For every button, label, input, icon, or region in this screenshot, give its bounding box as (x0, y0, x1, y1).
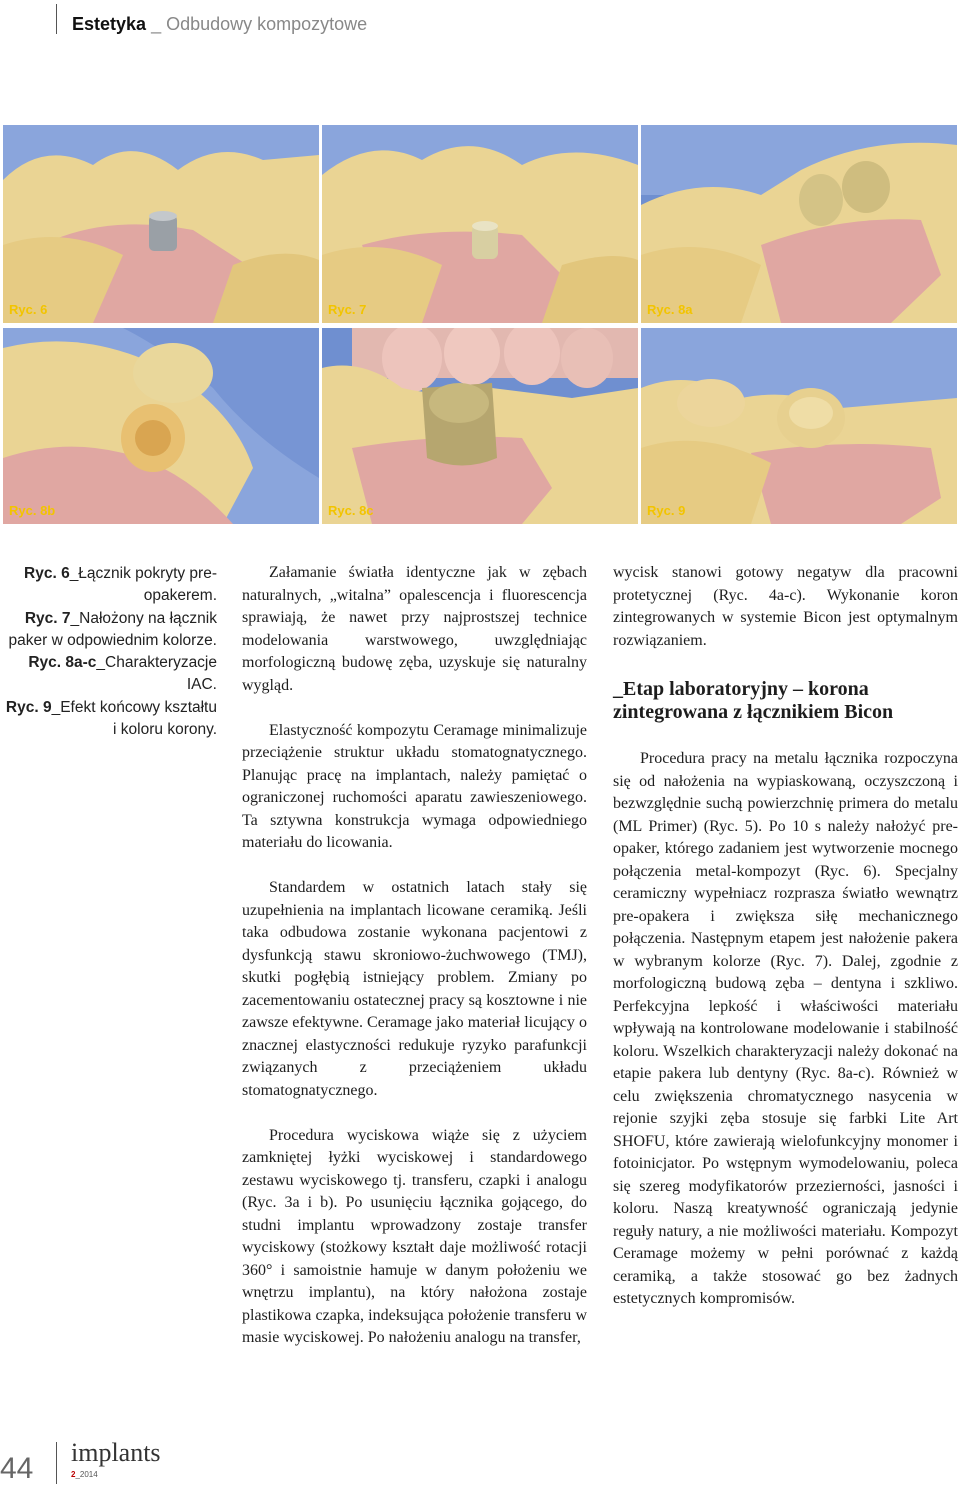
magazine-logo: implants (71, 1438, 161, 1467)
issue-year: _2014 (75, 1470, 98, 1479)
caption-item (0, 608, 217, 653)
caption-text: _Łącznik pokryty pre-opakerem. (69, 565, 217, 605)
figure-ryc8b (3, 328, 319, 524)
figure-label: Ryc. 9 (647, 503, 686, 518)
paragraph: Standardem w ostatnich latach stały się uzupełnienia na implantach licowane ceramiką. Jeśli taka odbudowa zostanie wykonana pacjentowi z dysfunkcją stawu skroniowo-żuchwowego (TMJ), skutki pogłębią istniejący problem. Zmiany po zacementowaniu ostatecznej pracy są kosztowne i nie zawsze efektywne. Ceramage jako materiał licujący o znacznej elastyczności redukuje ryzyko parafunkcji związanych z przeciążeniem układu stomatognatycznego. (242, 879, 587, 1099)
paragraph: Procedura wyciskowa wiąże się z użyciem zamkniętej łyżki wyciskowej i standardowego zestawu wyciskowego tj. transferu, czapki i analogu (Ryc. 3a i b). Po usunięciu łącznika gojącego, do studni implantu wprowadzony zostaje transfer wyciskowy (stożkowy kształt daje możliwość rotacji 360° i samoistnie hamuje w danym położeniu we wnętrzu implantu), na który nałożona zostaje plastikowa czapka, indeksująca położenie transferu w masie wyciskowej. Po nałożeniu analogu na transfer, (242, 1126, 587, 1346)
section-heading: _Etap laboratoryjny – korona zintegrowana z łącznikiem Bicon (613, 678, 894, 723)
figure-label: Ryc. 8c (328, 503, 374, 518)
page-number: 44 (0, 1452, 34, 1485)
dental-model-photo-9 (641, 328, 957, 524)
caption-text: _Efekt końcowy kształtu i koloru korony. (51, 698, 217, 739)
caption-text: _Nałożony na łącznik paker w odpowiednim kolorze. (8, 609, 217, 649)
body-column-right (613, 562, 958, 1333)
page-footer (0, 1440, 240, 1484)
caption-item (0, 652, 217, 697)
figure-ryc8a (641, 125, 957, 323)
issue-num: 2 (71, 1470, 76, 1479)
header-divider (56, 4, 57, 34)
dental-model-photo-8a (641, 125, 957, 323)
figure-label: Ryc. 7 (328, 302, 367, 317)
caption-label: Ryc. 6 (24, 565, 70, 582)
figure-ryc8c (322, 328, 638, 524)
issue-number (71, 1470, 98, 1479)
figure-label: Ryc. 8b (9, 503, 56, 518)
figure-label: Ryc. 6 (9, 302, 48, 317)
figure-ryc6 (3, 125, 319, 323)
dental-model-photo-7 (322, 125, 638, 323)
figure-ryc7 (322, 125, 638, 323)
header-section: Estetyka (72, 14, 147, 34)
paragraph: Załamanie światła identyczne jak w zębach naturalnych, „witalna” opalescencja i fluorescencja sprawiają, że nawet przy najprostszej technice modelowania warstwowego, uwzględniając morfologiczną budowę zęba, uzyskuje się naturalny wygląd. (242, 564, 587, 694)
paragraph: Procedura pracy na metalu łącznika rozpoczyna się od nałożenia na wypiaskowaną, oczyszczoną i bezwzględnie suchą powierzchnię primera do metalu (ML Primer) (Ryc. 5). Po 10 s należy nałożyć pre-opaker, którego zadaniem jest wytworzenie mocnego połączenia metal-kompozyt (Ryc. 6). Specjalny ceramiczny wypełniacz rozprasza światło wewnątrz pre-opakera i zwiększa siłę mechanicznego połączenia. Następnym etapem jest nałożenie pakera w wybranym kolorze (Ryc. 7). Dalej, zgodnie z morfologiczną budową zęba – dentyna i szkliwo. Perfekcyjna lepkość i właściwości materiału wpływają na kontrolowane modelowanie i stabilność koloru. Wszelkich charakteryzacji należy dokonać na etapie pakera lub dentyny (Ryc. 8a-c). Również w celu zwiększenia chromatycznego nasycenia w rejonie szyjki zęba stosuje się farbki Lite Art SHOFU, które zawierają wielofunkcyjny monomer i fotoinicjator. Po wstępnym wymodelowaniu, poleca się szereg modyfikatorów przezierności, jasności i koloru. Naszą kreatywność ograniczają jedynie reguły natury, a nie możliwości materiału. Kompozyt Ceramage możemy w pełni porównać z każdą ceramiką, a także stosować go bez żadnych estetycznych kompromisów. (613, 750, 958, 1307)
header-separator: _ (146, 14, 167, 34)
caption-item (0, 563, 217, 608)
caption-label: Ryc. 8a-c (28, 654, 97, 672)
caption-text: _Charakteryzacje IAC. (96, 654, 217, 694)
dental-model-photo-6 (3, 125, 319, 323)
figure-label: Ryc. 8a (647, 302, 693, 317)
dental-model-photo-8b (3, 328, 319, 524)
caption-item (0, 697, 217, 742)
figure-captions (0, 563, 217, 741)
caption-label: Ryc. 9 (5, 698, 52, 716)
caption-label: Ryc. 7 (24, 609, 71, 627)
header-subsection: Odbudowy kompozytowe (166, 14, 368, 34)
dental-model-photo-8c (322, 328, 638, 524)
paragraph: Elastyczność kompozytu Ceramage minimalizuje przeciążenie struktur układu stomatognatycznego. Planując pracę na implantach, należy pamiętać o ograniczonej ruchomości aparatu zawieszeniowego. Ta sztywna konstrukcja wymaga odpowiedniego materiału do licowania. (242, 721, 587, 851)
footer-divider (56, 1442, 57, 1484)
header-title (72, 14, 367, 35)
body-column-middle (242, 562, 587, 1372)
paragraph: wycisk stanowi gotowy negatyw dla pracowni protetycznej (Ryc. 4a-c). Wykonanie koron zintegrowanych w systemie Bicon jest optymalnym rozwiązaniem. (613, 564, 958, 649)
figure-ryc9 (641, 328, 957, 524)
